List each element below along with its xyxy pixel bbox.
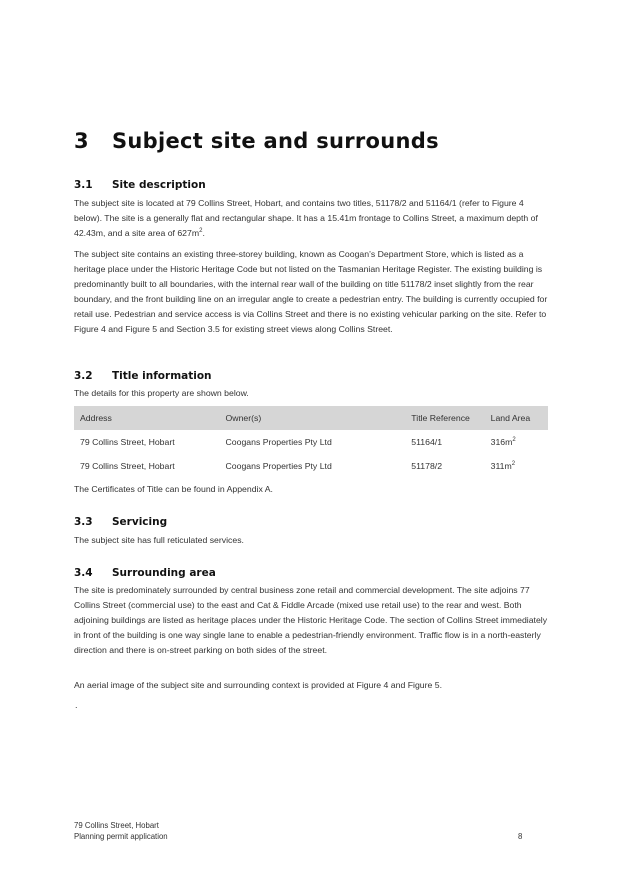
footer-document-title: Planning permit application (74, 832, 168, 841)
trailing-period: . (75, 700, 78, 710)
section-title: Surrounding area (112, 567, 216, 579)
servicing-paragraph: The subject site has full reticulated services. (74, 535, 244, 545)
column-header-land-area: Land Area (485, 406, 548, 430)
site-description-paragraph-2: The subject site contains an existing three-storey building, known as Coogan’s Department Store, which is listed as a heritage place under the Historic Heritage Code but not listed on the Tasmanian Heritage Register. The existing building is predominantly built to all boundaries, with the internal rear wall of the building on title 51178/2 inset slightly from the rear boundary, and the front building line on an irregular angle to create a pedestrian entry. The building is currently occupied for retail use. Pedestrian and service access is via Collins Street and there is no existing vehicular parking on the site. Refer to Figure 4 and Figure 5 and Section 3.5 for existing street views along Collins Street. (74, 249, 548, 334)
section-title: Servicing (112, 516, 168, 528)
chapter-title: Subject site and surrounds (112, 129, 439, 153)
cell-title-reference: 51164/1 (411, 437, 443, 447)
cell-owner: Coogans Properties Pty Ltd (225, 437, 332, 447)
site-description-paragraph-1 (74, 196, 550, 241)
area-value: 311m (490, 461, 512, 471)
section-title: Site description (112, 179, 206, 191)
paragraph-end: . (202, 228, 205, 238)
column-header-title-reference: Title Reference (405, 406, 484, 430)
section-title: Title information (112, 370, 212, 382)
section-heading-3-2 (74, 370, 212, 382)
section-number: 3.3 (74, 516, 93, 528)
cell-title-reference: 51178/2 (411, 461, 443, 471)
cell-address: 79 Collins Street, Hobart (80, 437, 175, 447)
surrounding-area-paragraph-2: An aerial image of the subject site and surrounding context is provided at Figure 4 and Figure 5. (74, 680, 442, 690)
cell-address: 79 Collins Street, Hobart (80, 461, 175, 471)
section-heading-3-3 (74, 516, 167, 528)
page-number: 8 (518, 832, 523, 841)
section-number: 3.4 (74, 567, 93, 579)
paragraph-text: The subject site is located at 79 Collins Street, Hobart, and contains two titles, 51178/2 and 51164/1 (refer to Figure 4 below). The site is a generally flat and rectangular shape. It has a 15.41m frontage to Collins Street, a maximum depth of 42.43m, and a site area of 627m (74, 198, 538, 238)
surrounding-area-paragraph-1: The site is predominately surrounded by central business zone retail and commercial development. The site adjoins 77 Collins Street (commercial use) to the east and Cat & Fiddle Arcade (mixed use retail use) to the rear and west. Both adjoining buildings are listed as heritage places under the Historic Heritage Code. The section of Collins Street immediately in front of the building is one way single lane to enable a pedestrian-friendly environment. Traffic flow is in a north-easterly direction and there is on-street parking on both sides of the street. (74, 585, 548, 655)
certificates-note: The Certificates of Title can be found in Appendix A. (74, 484, 273, 494)
table-row (74, 454, 548, 478)
column-header-address: Address (74, 406, 220, 430)
superscript: 2 (511, 461, 516, 468)
title-table (74, 406, 548, 478)
superscript: 2 (512, 437, 516, 444)
title-information-intro: The details for this property are shown below. (74, 388, 249, 398)
cell-land-area (485, 430, 548, 454)
cell-owner: Coogans Properties Pty Ltd (225, 461, 332, 471)
section-number: 3.2 (74, 370, 93, 382)
section-heading-3-1 (74, 179, 206, 191)
table-header-row (74, 406, 548, 430)
chapter-number: 3 (74, 129, 89, 153)
cell-land-area (485, 454, 548, 478)
chapter-heading (74, 129, 439, 153)
section-number: 3.1 (74, 179, 93, 191)
column-header-owners: Owner(s) (220, 406, 406, 430)
area-value: 316m (490, 437, 513, 447)
table-row (74, 430, 548, 454)
section-heading-3-4 (74, 567, 216, 579)
superscript: 2 (199, 228, 203, 235)
footer-address: 79 Collins Street, Hobart (74, 821, 159, 830)
